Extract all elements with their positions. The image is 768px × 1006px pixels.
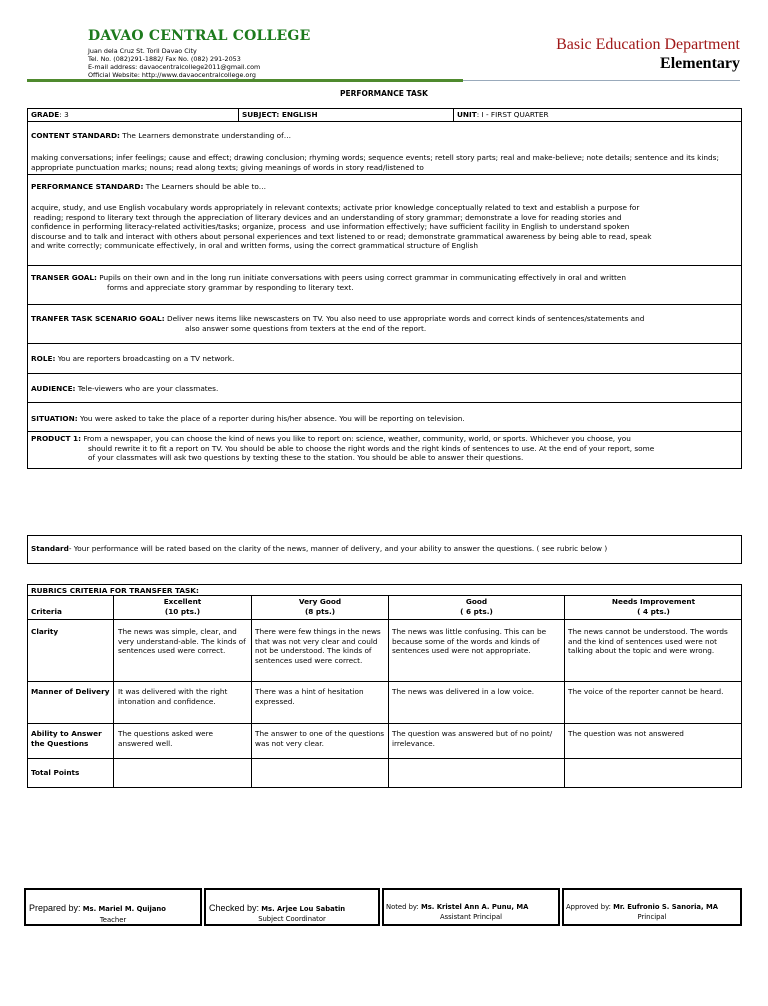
subject-field: SUBJECT: ENGLISH (242, 110, 318, 119)
rubric-cell: The questions asked were answered well. (118, 729, 214, 748)
level-header: Very Good (8 pts.) (298, 597, 342, 616)
level-header: Good ( 6 pts.) (460, 597, 493, 616)
criterion-label: Total Points (31, 768, 80, 777)
content-standard-body: making conversations; infer feelings; cause and effect; drawing conclusion; rhyming words; sequence events; retell story parts; real and make-believe; note details; sentence and its kinds; appropriate punctuation marks; nouns; read along texts; giving meanings of words in story read/listened to (31, 153, 719, 172)
rubric-cell: The news cannot be understood. The words and the kind of sentences used were not talking about the topic and were wrong. (568, 627, 728, 656)
performance-standard-body: acquire, study, and use English vocabulary words appropriately in relevant contexts; activate prior knowledge conceptually related to text and establish a purpose for reading; respond to literary text through the appreciation of literary devices and an understanding of story grammar; demonstrate a love for reading stories and confidence in performing literacy-related activities/tasks; organize, process and use information effectively; have sufficient facility in English to understand spoken discourse and to talk and interact with others about personal experiences and text listened to or read; demonstrate grammatical awareness by being able to read, speak and write correctly; communicate effectively, in oral and written forms, using the correct grammatical structure of English (31, 203, 652, 251)
product-field: PRODUCT 1: From a newspaper, you can choose the kind of news you like to report on: science, weather, community, world, or sports. Whichever you choose, you should rewrite it to fit a report on TV. You should be able to choose the right words and the right kinds of sentences to use. At the end of your report, some of your classmates will ask two questions by texting these to the station. You should be able to answer their questions. (31, 434, 655, 463)
divider (27, 595, 742, 596)
divider (27, 373, 742, 374)
situation-field: SITUATION: You were asked to take the place of a reporter during his/her absence. You will be reporting on television. (31, 414, 465, 423)
phone-line: Tel. No. (082)291-1882/ Fax No. (082) 291-2053 (88, 55, 241, 63)
rubric-cell: The question was answered but of no point/ irrelevance. (392, 729, 553, 748)
school-name: DAVAO CENTRAL COLLEGE (88, 28, 311, 44)
transfer-goal: TRANSER GOAL: Pupils on their own and in the long run initiate conversations with peers using correct grammar in communicating effectively in oral and written forms and appreciate story grammar by responding to literary text. (31, 273, 626, 292)
criterion-label: Manner of Delivery (31, 687, 110, 696)
rubric-cell: There were few things in the news that was not very clear and could not be understood. The kinds of sentences used were correct. (255, 627, 381, 665)
rubric-cell: The voice of the reporter cannot be heard. (568, 687, 724, 696)
divider (27, 758, 742, 759)
divider (27, 619, 742, 620)
divider (388, 595, 389, 788)
rubric-cell: The question was not answered (568, 729, 684, 738)
header-rule-thin (463, 80, 740, 81)
divider (27, 174, 742, 175)
website-line: Official Website: http://www.davaocentralcollege.org (88, 71, 256, 79)
divider (27, 431, 742, 432)
divider (238, 108, 239, 122)
audience-field: AUDIENCE: Tele-viewers who are your classmates. (31, 384, 219, 393)
divider (27, 402, 742, 403)
standard-text: Standard- Your performance will be rated based on the clarity of the news, manner of delivery, and your ability to answer the questions. ( see rubric below ) (31, 544, 608, 553)
criteria-header: Criteria (31, 607, 62, 616)
divider (27, 723, 742, 724)
signatory-noted: Noted by: Ms. Kristel Ann A. Punu, MA Assistant Principal (382, 888, 560, 926)
address-line: Juan dela Cruz St. Toril Davao City (88, 47, 197, 55)
role-field: ROLE: You are reporters broadcasting on a TV network. (31, 354, 235, 363)
level-header: Excellent (10 pts.) (163, 597, 202, 616)
level-header: Needs Improvement ( 4 pts.) (611, 597, 696, 616)
divider (453, 108, 454, 122)
signatory-prepared: Prepared by: Ms. Mariel M. Quijano Teacher (24, 888, 202, 926)
rubric-title: RUBRICS CRITERIA FOR TRANSFER TASK: (31, 586, 199, 595)
divider (113, 595, 114, 788)
divider (27, 265, 742, 266)
email-line: E-mail address: davaocentralcollege2011@gmail.com (88, 63, 261, 71)
divider (27, 304, 742, 305)
department-title: Basic Education Department (556, 36, 740, 53)
rubric-cell: It was delivered with the right intonation and confidence. (118, 687, 228, 706)
divider (564, 595, 565, 788)
rubric-cell: The news was simple, clear, and very understand-able. The kinds of sentences used were correct. (118, 627, 246, 656)
level-title: Elementary (660, 55, 740, 72)
signatory-checked: Checked by: Ms. Arjee Lou Sabatin Subject Coordinator (204, 888, 380, 926)
rubric-cell: There was a hint of hesitation expressed. (255, 687, 364, 706)
performance-standard-heading: PERFORMANCE STANDARD: The Learners should be able to… (31, 182, 267, 191)
content-standard-heading: CONTENT STANDARD: The Learners demonstrate understanding of… (31, 131, 292, 140)
criterion-label: Clarity (31, 627, 59, 636)
divider (27, 121, 742, 122)
divider (27, 343, 742, 344)
criterion-label: Ability to Answer the Questions (31, 729, 102, 748)
rubric-cell: The news was little confusing. This can be because some of the words and kinds of sentences used were not appropriate. (392, 627, 547, 656)
scenario-goal: TRANFER TASK SCENARIO GOAL: Deliver news items like newscasters on TV. You also need to use appropriate words and correct kinds of sentences/statements and also answer some questions from texters at the end of the report. (31, 314, 645, 333)
divider (251, 595, 252, 788)
signatory-approved: Approved by: Mr. Eufronio S. Sanoria, MA Principal (562, 888, 742, 926)
rubric-cell: The news was delivered in a low voice. (392, 687, 535, 696)
page-title: PERFORMANCE TASK (339, 89, 428, 98)
grade-field: GRADE: 3 (31, 110, 69, 119)
header-rule (27, 79, 463, 82)
rubric-cell: The answer to one of the questions was not very clear. (255, 729, 385, 748)
unit-field: UNIT: I - FIRST QUARTER (457, 110, 549, 119)
divider (27, 681, 742, 682)
